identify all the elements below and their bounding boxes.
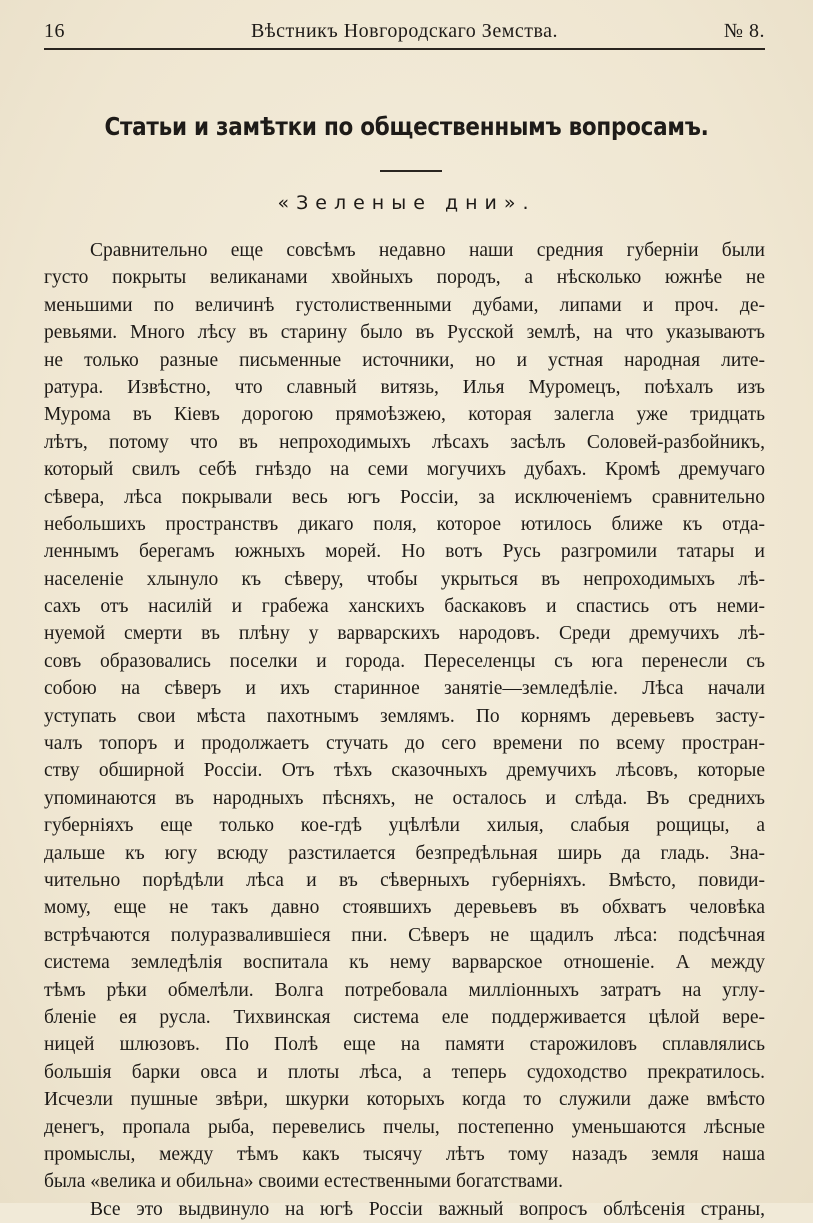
- text-line: сѣвера, лѣса покрывали весь югъ Россіи, за исключеніемъ сравнительно: [44, 486, 765, 508]
- text-line: населеніе хлынуло къ сѣверу, чтобы укрыться въ непроходимыхъ лѣ-: [44, 568, 765, 590]
- text-line: упоминаются въ народныхъ пѣсняхъ, не осталось и слѣда. Въ среднихъ: [44, 787, 765, 809]
- text-line: встрѣчаются полуразвалившіеся пни. Сѣверъ не щадилъ лѣса: подсѣчная: [44, 924, 765, 946]
- article-body: [44, 237, 765, 1223]
- text-line: Мурома въ Кіевъ дорогою прямоѣзжею, которая залегла уже тридцать: [44, 404, 765, 426]
- text-line: тѣмъ рѣки обмелѣли. Волга потребовала милліонныхъ затратъ на углу-: [44, 979, 765, 1001]
- text-line: дальше къ югу всюду разстилается безпредѣльная ширь да гладь. Зна-: [44, 842, 765, 864]
- text-line: бленіе ея русла. Тихвинская система еле поддерживается цѣлой вере-: [44, 1006, 765, 1028]
- article-title: «Зеленые дни».: [277, 192, 536, 214]
- text-line: система земледѣлія воспитала къ нему варварское отношеніе. А между: [44, 952, 765, 974]
- text-line: была «велика и обильна» своими естественными богатствами.: [44, 1171, 563, 1193]
- journal-title: Вѣстникъ Новгородскаго Земства.: [250, 20, 559, 42]
- text-line: мому, еще не такъ давно стоявшихъ деревьевъ въ обхватъ человѣка: [44, 897, 765, 919]
- text-line: Исчезли пушные звѣри, шкурки которыхъ когда то служили даже вмѣсто: [44, 1089, 765, 1111]
- text-line: большія барки овса и плоты лѣса, а теперь судоходство прекратилось.: [44, 1061, 765, 1083]
- text-line: меньшими по величинѣ густолиственными дубами, липами и проч. де-: [44, 294, 765, 316]
- text-line: ницей шлюзовъ. По Полѣ еще на памяти старожиловъ сплавлялись: [44, 1034, 765, 1056]
- text-line: Все это выдвинуло на югѣ Россіи важный вопросъ облѣсенія страны,: [90, 1198, 765, 1220]
- text-line: Сравнительно еще совсѣмъ недавно наши средния губерніи были: [90, 240, 765, 261]
- text-line: небольшихъ пространствъ дикаго поля, которое ютилось ближе къ отда-: [44, 513, 765, 535]
- text-line: не только разные письменные источники, но и устная народная лите-: [44, 349, 765, 371]
- title-divider: [380, 170, 442, 172]
- text-line: который свилъ себѣ гнѣздо на семи могучихъ дубахъ. Кромѣ дремучаго: [44, 459, 765, 481]
- section-title: Статьи и замѣтки по общественнымъ вопросамъ.: [104, 112, 709, 141]
- text-line: сахъ отъ насилій и грабежа ханскихъ баскаковъ и спастись отъ неми-: [44, 596, 765, 618]
- text-line: денегъ, пропала рыба, перевелись пчелы, постепенно уменьшаются лѣсные: [44, 1116, 765, 1138]
- text-line: совъ образовались поселки и города. Переселенцы съ юга перенесли съ: [44, 650, 765, 672]
- text-line: губерніяхъ еще только кое-гдѣ уцѣлѣли хилыя, слабыя рощицы, а: [44, 815, 765, 837]
- header-rule: [44, 48, 765, 50]
- running-header: [44, 20, 765, 48]
- text-line: нуемой смерти въ плѣну у варварскихъ народовъ. Среди дремучихъ лѣ-: [44, 623, 765, 645]
- text-line: густо покрыты великанами хвойныхъ породъ, а нѣсколько южнѣе не: [44, 267, 765, 289]
- text-line: ревьями. Много лѣсу въ старину было въ Русской землѣ, на что указываютъ: [44, 322, 765, 344]
- page-number: 16: [44, 20, 65, 42]
- issue-number: № 8.: [723, 20, 765, 42]
- text-line: лѣтъ, потому что въ непроходимыхъ лѣсахъ засѣлъ Соловей-разбойникъ,: [44, 431, 765, 453]
- text-line: чалъ топоръ и продолжаетъ стучать до сего времени по всему простран-: [44, 733, 765, 755]
- text-line: ству обширной Россіи. Отъ тѣхъ сказочныхъ дремучихъ лѣсовъ, которые: [44, 760, 765, 782]
- text-line: промыслы, между тѣмъ какъ тысячу лѣтъ тому назадъ земля наша: [44, 1143, 765, 1165]
- text-line: леннымъ берегамъ южныхъ морей. Но вотъ Русь разгромили татары и: [44, 541, 765, 563]
- text-line: уступать свои мѣста пахотнымъ землямъ. По корнямъ деревьевъ засту-: [44, 705, 765, 727]
- text-line: собою на сѣверъ и ихъ старинное занятіе—земледѣліе. Лѣса начали: [44, 678, 765, 700]
- text-line: чительно порѣдѣли лѣса и въ сѣверныхъ губерніяхъ. Вмѣсто, повиди-: [44, 869, 765, 891]
- text-line: ратура. Извѣстно, что славный витязь, Илья Муромецъ, поѣхалъ изъ: [44, 376, 765, 398]
